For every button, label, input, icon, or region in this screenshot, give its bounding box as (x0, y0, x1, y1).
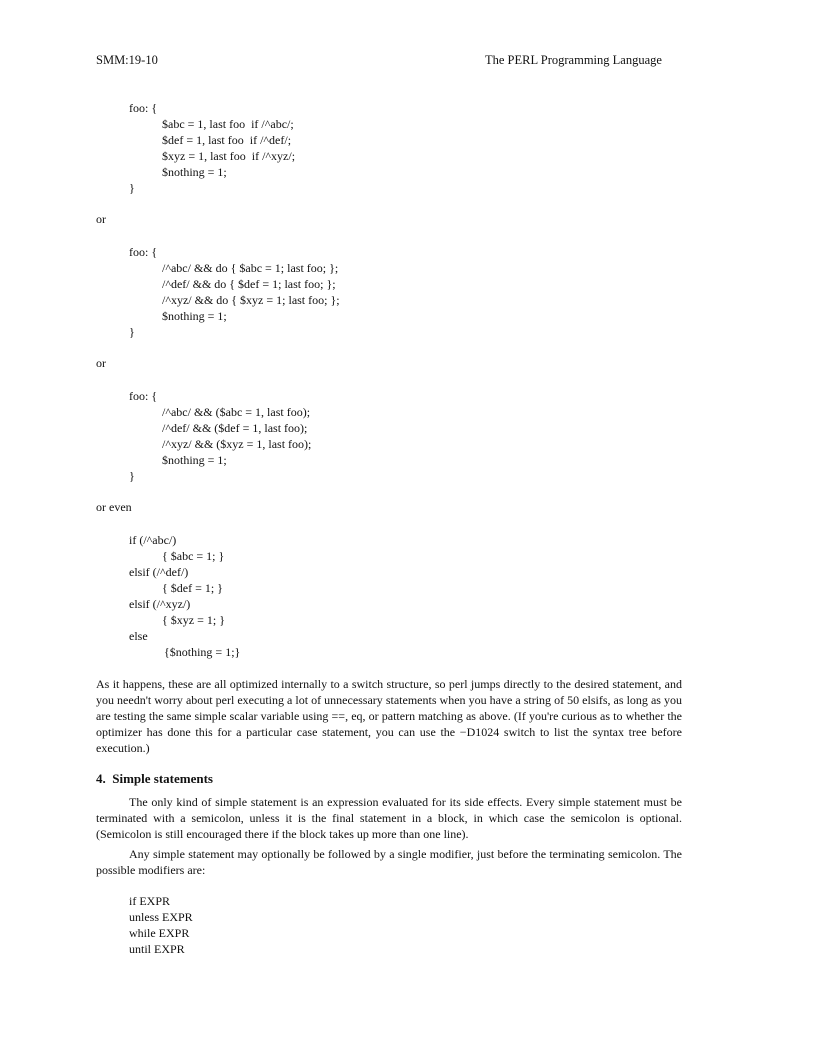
code-text: /^abc/ && do { $abc = 1; last foo; }; (162, 261, 339, 275)
code-text: /^xyz/ && do { $xyz = 1; last foo; }; (162, 293, 340, 307)
code-text: $nothing = 1; (162, 453, 227, 467)
modifier-text: unless EXPR (129, 910, 193, 924)
code-text: } (129, 325, 135, 339)
running-header-right: The PERL Programming Language (485, 53, 662, 67)
code-text: $xyz = 1, last foo if /^xyz/; (162, 149, 296, 163)
code-text: $nothing = 1; (162, 309, 227, 323)
paragraph-simple-statements: The only kind of simple statement is an expression evaluated for its side effects. Every simple statement must be terminated with a semicolon, unless it is the final statement in a block, in which case the semicolon is optional. (Semicolon is still encouraged there if the block takes up more than one line). (96, 795, 682, 841)
code-text: $nothing = 1; (162, 165, 227, 179)
modifier-text: while EXPR (129, 926, 190, 940)
paragraph-modifiers-intro: Any simple statement may optionally be followed by a single modifier, just before the terminating semicolon. The possible modifiers are: (96, 847, 682, 877)
modifier-text: if EXPR (129, 894, 171, 908)
code-text: } (129, 181, 135, 195)
code-text: foo: { (129, 245, 158, 259)
code-text: $abc = 1, last foo if /^abc/; (162, 117, 294, 131)
code-text: foo: { (129, 389, 158, 403)
separator-or-1: or (96, 212, 106, 226)
code-text: else (129, 629, 148, 643)
separator-or-2: or (96, 356, 106, 370)
code-text: /^def/ && do { $def = 1; last foo; }; (162, 277, 336, 291)
code-text: if (/^abc/) (129, 533, 177, 547)
section-heading: 4. Simple statements (96, 771, 213, 786)
code-text: { $def = 1; } (162, 581, 223, 595)
separator-or-even: or even (96, 500, 132, 514)
modifier-text: until EXPR (129, 942, 185, 956)
code-text: } (129, 469, 135, 483)
code-text: /^def/ && ($def = 1, last foo); (162, 421, 308, 435)
code-text: foo: { (129, 101, 158, 115)
running-header-left: SMM:19-10 (96, 53, 158, 67)
code-text: elsif (/^def/) (129, 565, 189, 579)
code-text: /^xyz/ && ($xyz = 1, last foo); (162, 437, 312, 451)
code-text: { $xyz = 1; } (162, 613, 225, 627)
code-text: $def = 1, last foo if /^def/; (162, 133, 292, 147)
code-text: {$nothing = 1;} (164, 645, 241, 659)
code-text: { $abc = 1; } (162, 549, 225, 563)
code-text: elsif (/^xyz/) (129, 597, 191, 611)
code-text: /^abc/ && ($abc = 1, last foo); (162, 405, 311, 419)
paragraph-switch-optimization: As it happens, these are all optimized internally to a switch structure, so perl jumps directly to the desired statement, and you needn't worry about perl executing a lot of unnecessary statements when you have a string of 50 elsifs, as long as you are testing the same simple scalar variable using ==, eq, or pattern matching as above. (If you're curious as to whether the optimizer has done this for a particular case statement, you can use the −D1024 switch to list the syntax tree before execution.) (96, 677, 682, 755)
